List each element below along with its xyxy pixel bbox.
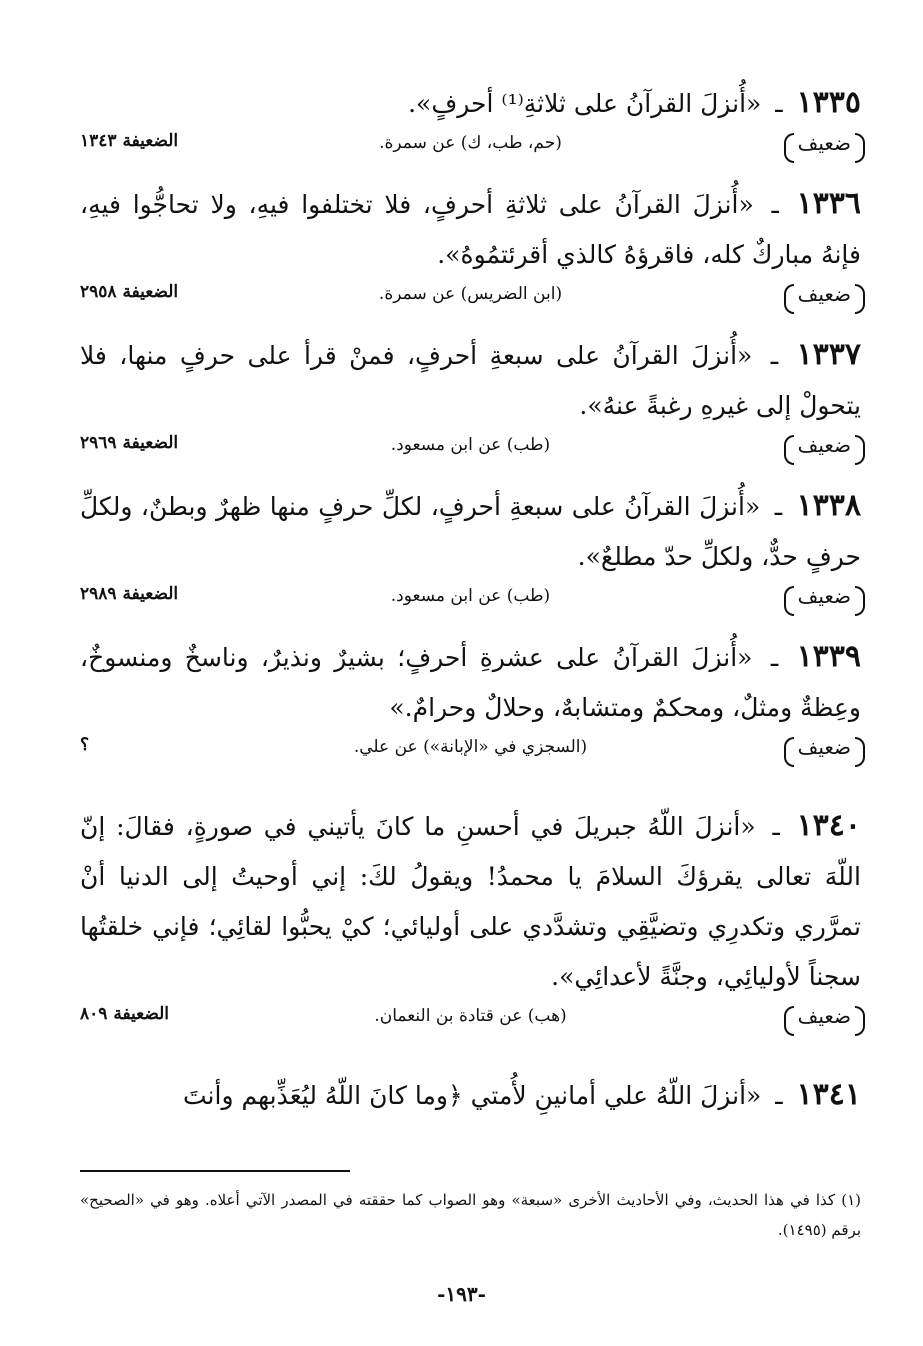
- reference: الضعيفة ٢٩٥٨: [80, 282, 179, 302]
- hadith-entry: ١٣٣٩ ـ «أُنزلَ القرآنُ على عشرةِ أحرفٍ؛ بشيرٌ ونذيرٌ، وناسخٌ ومنسوخٌ، وعِظةٌ ومثلٌ، ومحكمٌ ومتشابهٌ، وحلالٌ وحرامٌ.» ضعيف (السجزي في «الإبانة») عن علي. ؟: [80, 632, 861, 777]
- hadith-entry: ١٣٤١ ـ «أنزلَ اللّهُ علي أمانينِ لأُمتي ﴿وما كانَ اللّهُ ليُعَذِّبهم وأنتَ: [183, 1077, 861, 1112]
- grade-label: ضعيف: [788, 1004, 861, 1028]
- source-text: (ابن الضريس) عن سمرة.: [378, 284, 563, 304]
- entry-text: «أنزلَ اللّهُ علي أمانينِ لأُمتي ﴿وما كانَ اللّهُ ليُعَذِّبهم وأنتَ: [183, 1081, 762, 1110]
- entry-number: ١٣٣٦: [796, 186, 861, 221]
- entry-number: ١٣٣٩: [796, 639, 862, 674]
- entry-number: ١٣٣٥: [796, 85, 861, 120]
- reference: ؟: [80, 735, 90, 755]
- reference: الضعيفة ٨٠٩: [80, 1004, 170, 1024]
- source-text: (طب) عن ابن مسعود.: [390, 435, 551, 455]
- entry-text: «أُنزلَ القرآنُ على ثلاثةِ⁽¹⁾ أحرفٍ».: [408, 89, 762, 118]
- entry-text: «أنزلَ اللّهُ جبريلَ في أحسنِ ما كانَ يأتيني في صورةٍ، فقالَ: إنّ اللّهَ تعالى يقرؤكَ السلامَ يا محمدُ! ويقولُ لكَ: إني أوحيتُ إلى الدنيا أنْ تمرَّري وتكدرِي وتضيَّقِي وتشدَّدي على أوليائي؛ كيْ يحبُّوا لقائِي؛ فإني خلقتُها سجناً لأوليائِي، وجنَّةً لأعدائِي».: [80, 812, 861, 991]
- reference: الضعيفة ٢٩٨٩: [80, 584, 179, 604]
- entry-number: ١٣٤١: [796, 1077, 861, 1112]
- source-row: [80, 280, 861, 324]
- hadith-entry: ١٣٣٦ ـ «أُنزلَ القرآنُ على ثلاثةِ أحرفٍ، فلا تختلفوا فيهِ، ولا تحاجُّوا فيهِ، فإنهُ مباركٌ كله، فاقرؤهُ كالذي أقرئتمُوهُ». ضعيف (ابن الضريس) عن سمرة. الضعيفة ٢٩٥٨: [80, 179, 861, 324]
- hadith-entry: ١٣٣٥ ـ «أُنزلَ القرآنُ على ثلاثةِ⁽¹⁾ أحرفٍ». ضعيف (حم، طب، ك) عن سمرة. الضعيفة ١٣٤٣: [80, 78, 861, 173]
- entry-number: ١٣٤٠: [796, 808, 862, 843]
- source-text: (السجزي في «الإبانة») عن علي.: [353, 737, 588, 757]
- reference: الضعيفة ٢٩٦٩: [80, 433, 179, 453]
- entry-number: ١٣٣٧: [796, 337, 861, 372]
- source-text: (هب) عن قتادة بن النعمان.: [374, 1006, 567, 1026]
- source-text: (حم، طب، ك) عن سمرة.: [379, 133, 562, 153]
- hadith-entry: ١٣٣٧ ـ «أُنزلَ القرآنُ على سبعةِ أحرفٍ، فمنْ قرأ على حرفٍ منها، فلا يتحولْ إلى غيرهِ رغبةً عنهُ». ضعيف (طب) عن ابن مسعود. الضعيفة ٢٩٦٩: [80, 330, 861, 475]
- source-row: [80, 1002, 861, 1046]
- footnote: (١) كذا في هذا الحديث، وفي الأحاديث الأخرى «سبعة» وهو الصواب كما حققته في المصدر الآتي أعلاه. وهو في «الصحيح» برقم (١٤٩٥).: [80, 1191, 861, 1239]
- entry-text: «أُنزلَ القرآنُ على سبعةِ أحرفٍ، لكلِّ حرفٍ منها ظهرٌ وبطنٌ، ولكلِّ حرفٍ حدٌّ، ولكلِّ حدّ مطلعٌ».: [80, 492, 861, 571]
- grade-label: ضعيف: [788, 433, 861, 457]
- source-row: [80, 733, 861, 777]
- source-text: (طب) عن ابن مسعود.: [390, 586, 551, 606]
- entry-text: «أُنزلَ القرآنُ على ثلاثةِ أحرفٍ، فلا تختلفوا فيهِ، ولا تحاجُّوا فيهِ، فإنهُ مباركٌ كله، فاقرؤهُ كالذي أقرئتمُوهُ».: [80, 190, 861, 269]
- entry-text: «أُنزلَ القرآنُ على عشرةِ أحرفٍ؛ بشيرٌ ونذيرٌ، وناسخٌ ومنسوخٌ، وعِظةٌ ومثلٌ، ومحكمٌ ومتشابهٌ، وحلالٌ وحرامٌ.»: [80, 643, 861, 722]
- grade-label: ضعيف: [788, 735, 861, 759]
- entry-text: «أُنزلَ القرآنُ على سبعةِ أحرفٍ، فمنْ قرأ على حرفٍ منها، فلا يتحولْ إلى غيرهِ رغبةً عنهُ».: [80, 341, 861, 420]
- grade-label: ضعيف: [788, 282, 861, 306]
- page-number: -١٩٣-: [437, 1282, 486, 1306]
- footnote-divider: [80, 1170, 350, 1172]
- grade-label: ضعيف: [788, 584, 861, 608]
- hadith-entry: ١٣٤٠ ـ «أنزلَ اللّهُ جبريلَ في أحسنِ ما كانَ يأتيني في صورةٍ، فقالَ: إنّ اللّهَ تعالى يقرؤكَ السلامَ يا محمدُ! ويقولُ لكَ: إني أوحيتُ إلى الدنيا أنْ تمرَّري وتكدرِي وتضيَّقِي وتشدَّدي على أوليائي؛ كيْ يحبُّوا لقائِي؛ فإني خلقتُها سجناً لأوليائِي، وجنَّةً لأعدائِي». ضعيف (هب) عن قتادة بن النعمان. الضعيفة ٨٠٩: [80, 801, 861, 1046]
- entry-number: ١٣٣٨: [796, 488, 861, 523]
- source-row: [80, 431, 861, 475]
- hadith-entry: ١٣٣٨ ـ «أُنزلَ القرآنُ على سبعةِ أحرفٍ، لكلِّ حرفٍ منها ظهرٌ وبطنٌ، ولكلِّ حرفٍ حدٌّ، ولكلِّ حدّ مطلعٌ». ضعيف (طب) عن ابن مسعود. الضعيفة ٢٩٨٩: [80, 481, 861, 626]
- source-row: [80, 129, 861, 173]
- source-row: [80, 582, 861, 626]
- grade-label: ضعيف: [788, 131, 861, 155]
- reference: الضعيفة ١٣٤٣: [80, 131, 179, 151]
